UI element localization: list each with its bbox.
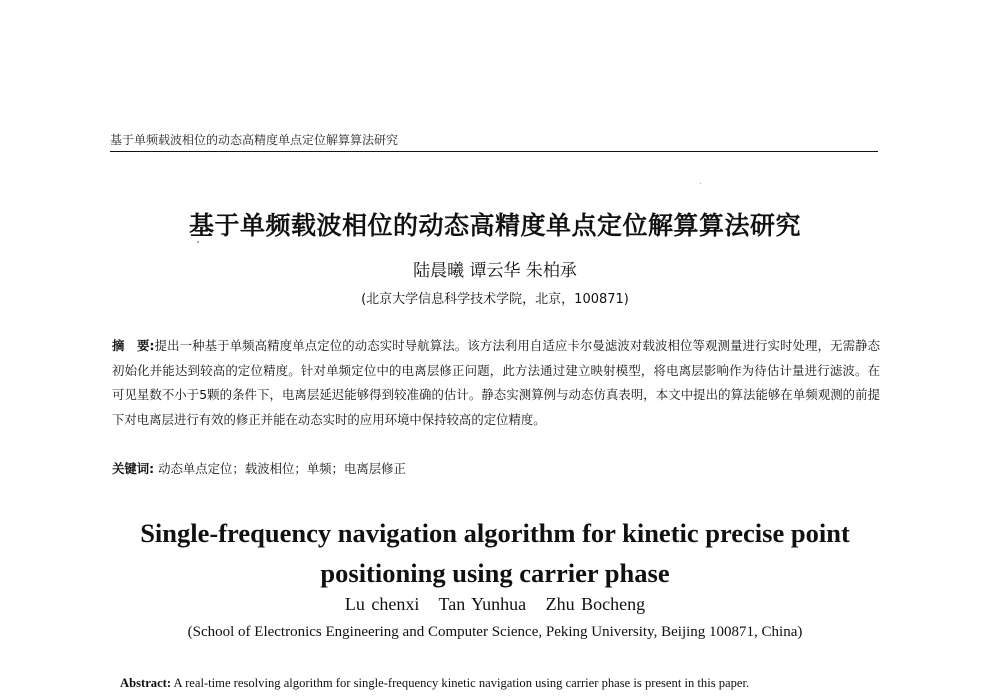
chinese-abstract xyxy=(112,334,880,432)
english-authors: Lu chenxi Tan Yunhua Zhu Bocheng xyxy=(344,594,646,614)
scan-speck xyxy=(700,183,701,184)
chinese-title: 基于单频载波相位的动态高精度单点定位解算算法研究 xyxy=(188,211,801,240)
english-abstract xyxy=(120,672,885,694)
chinese-authors: 陆晨曦 谭云华 朱柏承 xyxy=(413,261,577,281)
chinese-abstract-label: 摘 要: xyxy=(112,338,155,353)
running-head: 基于单频载波相位的动态高精度单点定位解算算法研究 xyxy=(110,133,399,147)
english-affiliation: (School of Electronics Engineering and Computer Science, Peking University, Beijing 100871, China) xyxy=(187,624,803,640)
english-abstract-text: A real-time resolving algorithm for single-frequency kinetic navigation using carrier phase is present in this paper. xyxy=(173,676,750,690)
chinese-affiliation: (北京大学信息科学技术学院，北京，100871) xyxy=(361,292,629,307)
english-abstract-label: Abstract: xyxy=(120,676,172,690)
chinese-keywords-text: 动态单点定位；载波相位；单频；电离层修正 xyxy=(158,461,406,476)
english-title: Single-frequency navigation algorithm for kinetic precise point positioning using carrier phase xyxy=(140,518,850,588)
header-rule xyxy=(110,151,878,152)
chinese-abstract-text: 提出一种基于单频高精度单点定位的动态实时导航算法。该方法利用自适应卡尔曼滤波对载波相位等观测量进行实时处理，无需静态初始化并能达到较高的定位精度。针对单频定位中的电离层修正问题，此方法通过建立映射模型，将电离层影响作为待估计量进行滤波。在可见星数不小于5颗的条件下，电离层延迟能够得到较准确的估计。静态实测算例与动态仿真表明，本文中提出的算法能够在单频观测的前提下对电离层进行有效的修正并能在动态实时的应用环境中保持较高的定位精度。 xyxy=(112,338,880,427)
chinese-keywords-label: 关键词: xyxy=(112,461,155,476)
chinese-keywords xyxy=(112,459,880,477)
